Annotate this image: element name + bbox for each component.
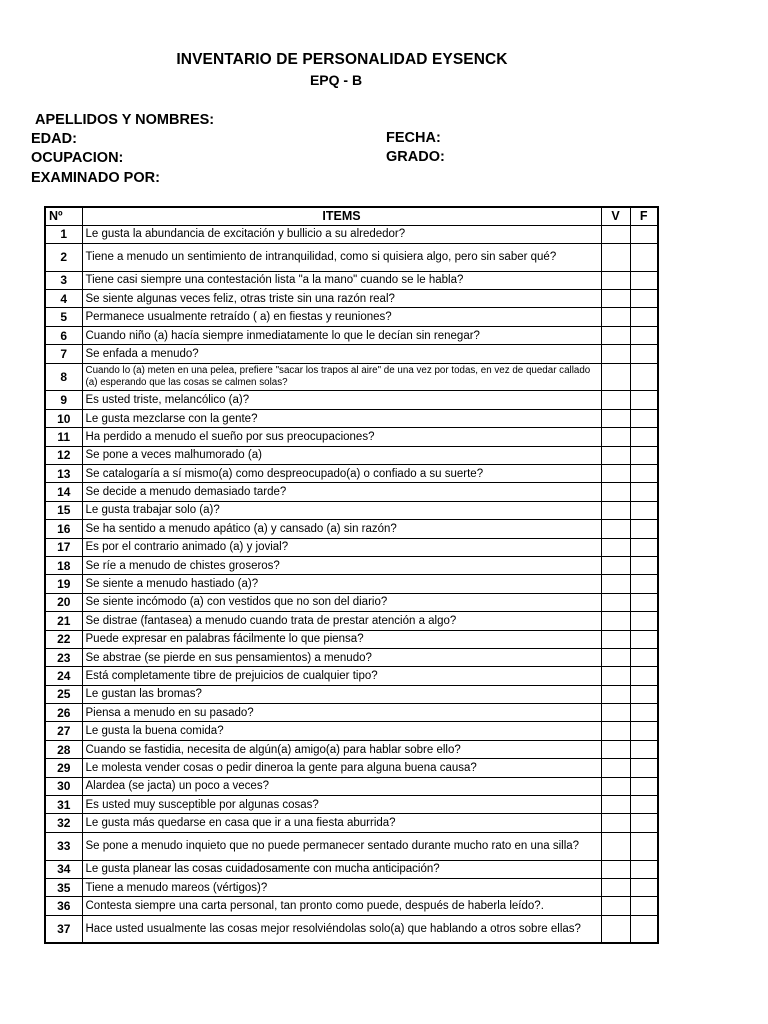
- answer-v-cell[interactable]: [601, 593, 630, 611]
- answer-v-cell[interactable]: [601, 345, 630, 363]
- item-text: Tiene a menudo mareos (vértigos)?: [82, 879, 601, 897]
- table-row: [45, 630, 658, 648]
- answer-f-cell[interactable]: [630, 575, 658, 593]
- item-number: 6: [45, 326, 82, 344]
- answer-f-cell[interactable]: [630, 897, 658, 915]
- table-row: [45, 759, 658, 777]
- answer-f-cell[interactable]: [630, 345, 658, 363]
- table-row: [45, 501, 658, 519]
- answer-f-cell[interactable]: [630, 630, 658, 648]
- table-row: [45, 308, 658, 326]
- item-text: Es por el contrario animado (a) y jovial?: [82, 538, 601, 556]
- table-row: [45, 814, 658, 832]
- table-row: [45, 465, 658, 483]
- table-row: [45, 520, 658, 538]
- item-number: 21: [45, 612, 82, 630]
- item-text: Se ha sentido a menudo apático (a) y cansado (a) sin razón?: [82, 520, 601, 538]
- answer-v-cell[interactable]: [601, 363, 630, 391]
- answer-v-cell[interactable]: [601, 290, 630, 308]
- answer-v-cell[interactable]: [601, 704, 630, 722]
- item-text: Cuando se fastidia, necesita de algún(a) amigo(a) para hablar sobre ello?: [82, 740, 601, 758]
- answer-f-cell[interactable]: [630, 740, 658, 758]
- answer-f-cell[interactable]: [630, 538, 658, 556]
- item-number: 30: [45, 777, 82, 795]
- answer-f-cell[interactable]: [630, 879, 658, 897]
- answer-f-cell[interactable]: [630, 326, 658, 344]
- answer-f-cell[interactable]: [630, 225, 658, 243]
- answer-f-cell[interactable]: [630, 428, 658, 446]
- table-row: [45, 428, 658, 446]
- item-number: 19: [45, 575, 82, 593]
- answer-v-cell[interactable]: [601, 740, 630, 758]
- item-number: 37: [45, 915, 82, 943]
- item-text: Le gusta la abundancia de excitación y bullicio a su alrededor?: [82, 225, 601, 243]
- item-text: Es usted triste, melancólico (a)?: [82, 391, 601, 409]
- table-row: [45, 225, 658, 243]
- answer-v-cell[interactable]: [601, 796, 630, 814]
- header-items: ITEMS: [82, 207, 601, 225]
- item-number: 14: [45, 483, 82, 501]
- table-row: [45, 290, 658, 308]
- answer-v-cell[interactable]: [601, 446, 630, 464]
- item-text: Tiene a menudo un sentimiento de intranquilidad, como si quisiera algo, pero sin saber qué?: [82, 243, 601, 271]
- item-number: 25: [45, 685, 82, 703]
- answer-f-cell[interactable]: [630, 685, 658, 703]
- item-number: 5: [45, 308, 82, 326]
- item-number: 4: [45, 290, 82, 308]
- table-row: [45, 685, 658, 703]
- answer-v-cell[interactable]: [601, 722, 630, 740]
- table-row: [45, 271, 658, 289]
- table-row: [45, 832, 658, 860]
- item-text: Es usted muy susceptible por algunas cosas?: [82, 796, 601, 814]
- table-row: [45, 879, 658, 897]
- field-ocupacion-label: OCUPACION:: [31, 150, 124, 166]
- item-text: Se abstrae (se pierde en sus pensamientos) a menudo?: [82, 648, 601, 666]
- item-text: Se pone a menudo inquieto que no puede permanecer sentado durante mucho rato en una silla?: [82, 832, 601, 860]
- item-number: 8: [45, 363, 82, 391]
- header-num: Nº: [45, 207, 82, 225]
- answer-f-cell[interactable]: [630, 814, 658, 832]
- table-row: [45, 612, 658, 630]
- item-text: Le gustan las bromas?: [82, 685, 601, 703]
- answer-f-cell[interactable]: [630, 520, 658, 538]
- answer-v-cell[interactable]: [601, 308, 630, 326]
- item-number: 18: [45, 556, 82, 574]
- item-number: 23: [45, 648, 82, 666]
- answer-f-cell[interactable]: [630, 465, 658, 483]
- item-text: Se catalogaría a sí mismo(a) como despreocupado(a) o confiado a su suerte?: [82, 465, 601, 483]
- table-row: [45, 796, 658, 814]
- table-row: [45, 391, 658, 409]
- item-number: 32: [45, 814, 82, 832]
- field-apellidos-label: APELLIDOS Y NOMBRES:: [35, 112, 215, 128]
- answer-v-cell[interactable]: [601, 465, 630, 483]
- item-number: 20: [45, 593, 82, 611]
- field-edad-label: EDAD:: [31, 131, 77, 147]
- answer-v-cell[interactable]: [601, 879, 630, 897]
- table-row: [45, 345, 658, 363]
- answer-f-cell[interactable]: [630, 704, 658, 722]
- answer-v-cell[interactable]: [601, 271, 630, 289]
- item-text: Se distrae (fantasea) a menudo cuando trata de prestar atención a algo?: [82, 612, 601, 630]
- table-row: [45, 704, 658, 722]
- item-number: 27: [45, 722, 82, 740]
- items-table: [44, 206, 659, 944]
- table-row: [45, 538, 658, 556]
- item-text: Le gusta trabajar solo (a)?: [82, 501, 601, 519]
- answer-f-cell[interactable]: [630, 860, 658, 878]
- table-row: [45, 897, 658, 915]
- answer-f-cell[interactable]: [630, 648, 658, 666]
- answer-v-cell[interactable]: [601, 225, 630, 243]
- answer-v-cell[interactable]: [601, 391, 630, 409]
- item-text: Le molesta vender cosas o pedir dineroa la gente para alguna buena causa?: [82, 759, 601, 777]
- header-v: V: [601, 207, 630, 225]
- item-number: 26: [45, 704, 82, 722]
- item-number: 2: [45, 243, 82, 271]
- item-number: 11: [45, 428, 82, 446]
- item-number: 35: [45, 879, 82, 897]
- table-row: [45, 243, 658, 271]
- item-text: Piensa a menudo en su pasado?: [82, 704, 601, 722]
- answer-f-cell[interactable]: [630, 391, 658, 409]
- table-row: [45, 667, 658, 685]
- table-row: [45, 722, 658, 740]
- answer-v-cell[interactable]: [601, 814, 630, 832]
- table-row: [45, 860, 658, 878]
- answer-v-cell[interactable]: [601, 832, 630, 860]
- answer-v-cell[interactable]: [601, 326, 630, 344]
- table-row: [45, 326, 658, 344]
- document-subtitle: EPQ - B: [309, 72, 363, 88]
- item-text: Se siente a menudo hastiado (a)?: [82, 575, 601, 593]
- answer-v-cell[interactable]: [601, 897, 630, 915]
- item-number: 29: [45, 759, 82, 777]
- table-row: [45, 363, 658, 391]
- table-row: [45, 446, 658, 464]
- answer-f-cell[interactable]: [630, 290, 658, 308]
- item-number: 28: [45, 740, 82, 758]
- answer-f-cell[interactable]: [630, 759, 658, 777]
- answer-v-cell[interactable]: [601, 777, 630, 795]
- item-number: 36: [45, 897, 82, 915]
- item-number: 15: [45, 501, 82, 519]
- answer-v-cell[interactable]: [601, 409, 630, 427]
- item-text: Está completamente tibre de prejuicios de cualquier tipo?: [82, 667, 601, 685]
- item-text: Tiene casi siempre una contestación lista "a la mano" cuando se le habla?: [82, 271, 601, 289]
- answer-v-cell[interactable]: [601, 860, 630, 878]
- table-row: [45, 740, 658, 758]
- item-text: Se siente algunas veces feliz, otras triste sin una razón real?: [82, 290, 601, 308]
- answer-f-cell[interactable]: [630, 243, 658, 271]
- field-fecha-label: FECHA:: [386, 130, 441, 146]
- table-row: [45, 409, 658, 427]
- answer-f-cell[interactable]: [630, 271, 658, 289]
- item-text: Cuando niño (a) hacía siempre inmediatamente lo que le decían sin renegar?: [82, 326, 601, 344]
- answer-f-cell[interactable]: [630, 796, 658, 814]
- item-number: 22: [45, 630, 82, 648]
- item-text: Se ríe a menudo de chistes groseros?: [82, 556, 601, 574]
- item-number: 17: [45, 538, 82, 556]
- item-text: Ha perdido a menudo el sueño por sus preocupaciones?: [82, 428, 601, 446]
- item-number: 1: [45, 225, 82, 243]
- item-text: Le gusta más quedarse en casa que ir a una fiesta aburrida?: [82, 814, 601, 832]
- item-number: 3: [45, 271, 82, 289]
- item-number: 24: [45, 667, 82, 685]
- item-text: Puede expresar en palabras fácilmente lo que piensa?: [82, 630, 601, 648]
- item-text: Se siente incómodo (a) con vestidos que no son del diario?: [82, 593, 601, 611]
- answer-v-cell[interactable]: [601, 428, 630, 446]
- answer-f-cell[interactable]: [630, 446, 658, 464]
- item-number: 31: [45, 796, 82, 814]
- item-number: 13: [45, 465, 82, 483]
- document-title: INVENTARIO DE PERSONALIDAD EYSENCK: [176, 51, 508, 68]
- answer-v-cell[interactable]: [601, 648, 630, 666]
- answer-f-cell[interactable]: [630, 777, 658, 795]
- table-row: [45, 593, 658, 611]
- item-text: Cuando lo (a) meten en una pelea, prefiere "sacar los trapos al aire" de una vez por todas, en vez de quedar callado (a) esperando que las cosas se calmen solas?: [82, 363, 601, 391]
- table-row: [45, 483, 658, 501]
- item-text: Se enfada a menudo?: [82, 345, 601, 363]
- answer-f-cell[interactable]: [630, 308, 658, 326]
- item-number: 16: [45, 520, 82, 538]
- item-number: 10: [45, 409, 82, 427]
- answer-v-cell[interactable]: [601, 759, 630, 777]
- table-row: [45, 556, 658, 574]
- item-text: Hace usted usualmente las cosas mejor resolviéndolas solo(a) que hablando a otros sobre ellas?: [82, 915, 601, 943]
- answer-v-cell[interactable]: [601, 915, 630, 943]
- answer-f-cell[interactable]: [630, 667, 658, 685]
- answer-f-cell[interactable]: [630, 501, 658, 519]
- table-row: [45, 648, 658, 666]
- answer-v-cell[interactable]: [601, 667, 630, 685]
- answer-f-cell[interactable]: [630, 363, 658, 391]
- item-text: Alardea (se jacta) un poco a veces?: [82, 777, 601, 795]
- answer-v-cell[interactable]: [601, 612, 630, 630]
- item-text: Contesta siempre una carta personal, tan pronto como puede, después de haberla leído?.: [82, 897, 601, 915]
- header-f: F: [630, 207, 658, 225]
- answer-v-cell[interactable]: [601, 556, 630, 574]
- answer-v-cell[interactable]: [601, 483, 630, 501]
- answer-v-cell[interactable]: [601, 575, 630, 593]
- answer-v-cell[interactable]: [601, 685, 630, 703]
- table-header-row: [45, 207, 658, 225]
- item-text: Le gusta mezclarse con la gente?: [82, 409, 601, 427]
- answer-f-cell[interactable]: [630, 409, 658, 427]
- answer-v-cell[interactable]: [601, 520, 630, 538]
- item-number: 7: [45, 345, 82, 363]
- answer-f-cell[interactable]: [630, 556, 658, 574]
- item-text: Le gusta la buena comida?: [82, 722, 601, 740]
- item-text: Se pone a veces malhumorado (a): [82, 446, 601, 464]
- field-examinado-label: EXAMINADO POR:: [31, 170, 160, 186]
- answer-f-cell[interactable]: [630, 722, 658, 740]
- item-number: 33: [45, 832, 82, 860]
- field-grado-label: GRADO:: [386, 149, 445, 165]
- item-text: Le gusta planear las cosas cuidadosamente con mucha anticipación?: [82, 860, 601, 878]
- answer-f-cell[interactable]: [630, 612, 658, 630]
- item-number: 9: [45, 391, 82, 409]
- table-row: [45, 575, 658, 593]
- item-text: Permanece usualmente retraído ( a) en fiestas y reuniones?: [82, 308, 601, 326]
- table-row: [45, 777, 658, 795]
- answer-f-cell[interactable]: [630, 483, 658, 501]
- table-row: [45, 915, 658, 943]
- items-body: [45, 225, 658, 943]
- answer-v-cell[interactable]: [601, 243, 630, 271]
- item-text: Se decide a menudo demasiado tarde?: [82, 483, 601, 501]
- answer-v-cell[interactable]: [601, 630, 630, 648]
- item-number: 34: [45, 860, 82, 878]
- answer-v-cell[interactable]: [601, 501, 630, 519]
- item-number: 12: [45, 446, 82, 464]
- answer-f-cell[interactable]: [630, 915, 658, 943]
- answer-f-cell[interactable]: [630, 832, 658, 860]
- answer-f-cell[interactable]: [630, 593, 658, 611]
- answer-v-cell[interactable]: [601, 538, 630, 556]
